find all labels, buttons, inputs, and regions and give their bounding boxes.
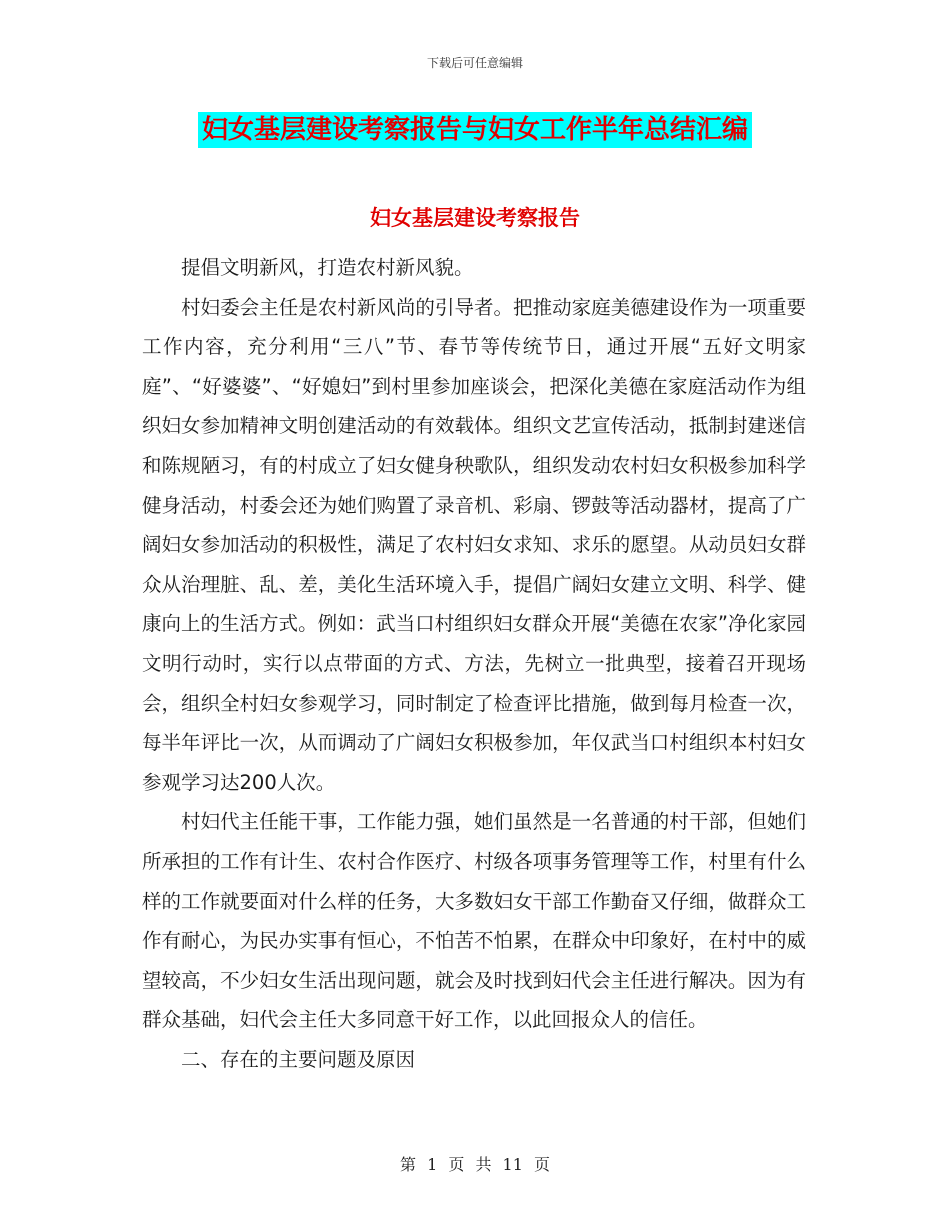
document-title-container bbox=[0, 112, 950, 148]
paragraph-3: 村妇代主任能干事，工作能力强，她们虽然是一名普通的村干部，但她们所承担的工作有计生、农村合作医疗、村级各项事务管理等工作，村里有什么样的工作就要面对什么样的任务，大多数妇女干部工作勤奋又仔细，做群众工作有耐心，为民办实事有恒心，不怕苦不怕累，在群众中印象好，在村中的威望较高，不少妇女生活出现问题，就会及时找到妇代会主任进行解决。因为有群众基础，妇代会主任大多同意干好工作，以此回报众人的信任。 bbox=[142, 810, 806, 1032]
paragraph-2: 村妇委会主任是农村新风尚的引导者。把推动家庭美德建设作为一项重要工作内容，充分利用“三八”节、春节等传统节日，通过开展“五好文明家庭”、“好婆婆”、“好媳妇”到村里参加座谈会，把深化美德在家庭活动作为组织妇女参加精神文明创建活动的有效载体。组织文艺宣传活动，抵制封建迷信和陈规陋习，有的村成立了妇女健身秧歌队，组织发动农村妇女积极参加科学健身活动，村委会还为她们购置了录音机、彩扇、锣鼓等活动器材，提高了广阔妇女参加活动的积极性，满足了农村妇女求知、求乐的愿望。从动员妇女群众从治理脏、乱、差，美化生活环境入手，提倡广阔妇女建立文明、科学、健康向上的生活方式。例如：武当口村组织妇女群众开展“美德在农家”净化家园文明行动时，实行以点带面的方式、方法，先树立一批典型，接着召开现场会，组织全村妇女参观学习，同时制定了检查评比措施，做到每月检查一次，每半年评比一次，从而调动了广阔妇女积极参加，年仅武当口村组织本村妇女参观学习达200人次。 bbox=[142, 295, 806, 794]
section-title: 妇女基层建设考察报告 bbox=[370, 206, 580, 230]
page-number-footer: 第 1 页 共 11 页 bbox=[400, 1155, 550, 1174]
page-header-note: 下载后可任意编辑 bbox=[426, 56, 523, 70]
paragraph-4-heading: 二、存在的主要问题及原因 bbox=[181, 1047, 416, 1071]
document-title: 妇女基层建设考察报告与妇女工作半年总结汇编 bbox=[198, 112, 752, 148]
paragraph-1: 提倡文明新风，打造农村新风貌。 bbox=[181, 256, 474, 279]
document-body bbox=[142, 248, 806, 1079]
